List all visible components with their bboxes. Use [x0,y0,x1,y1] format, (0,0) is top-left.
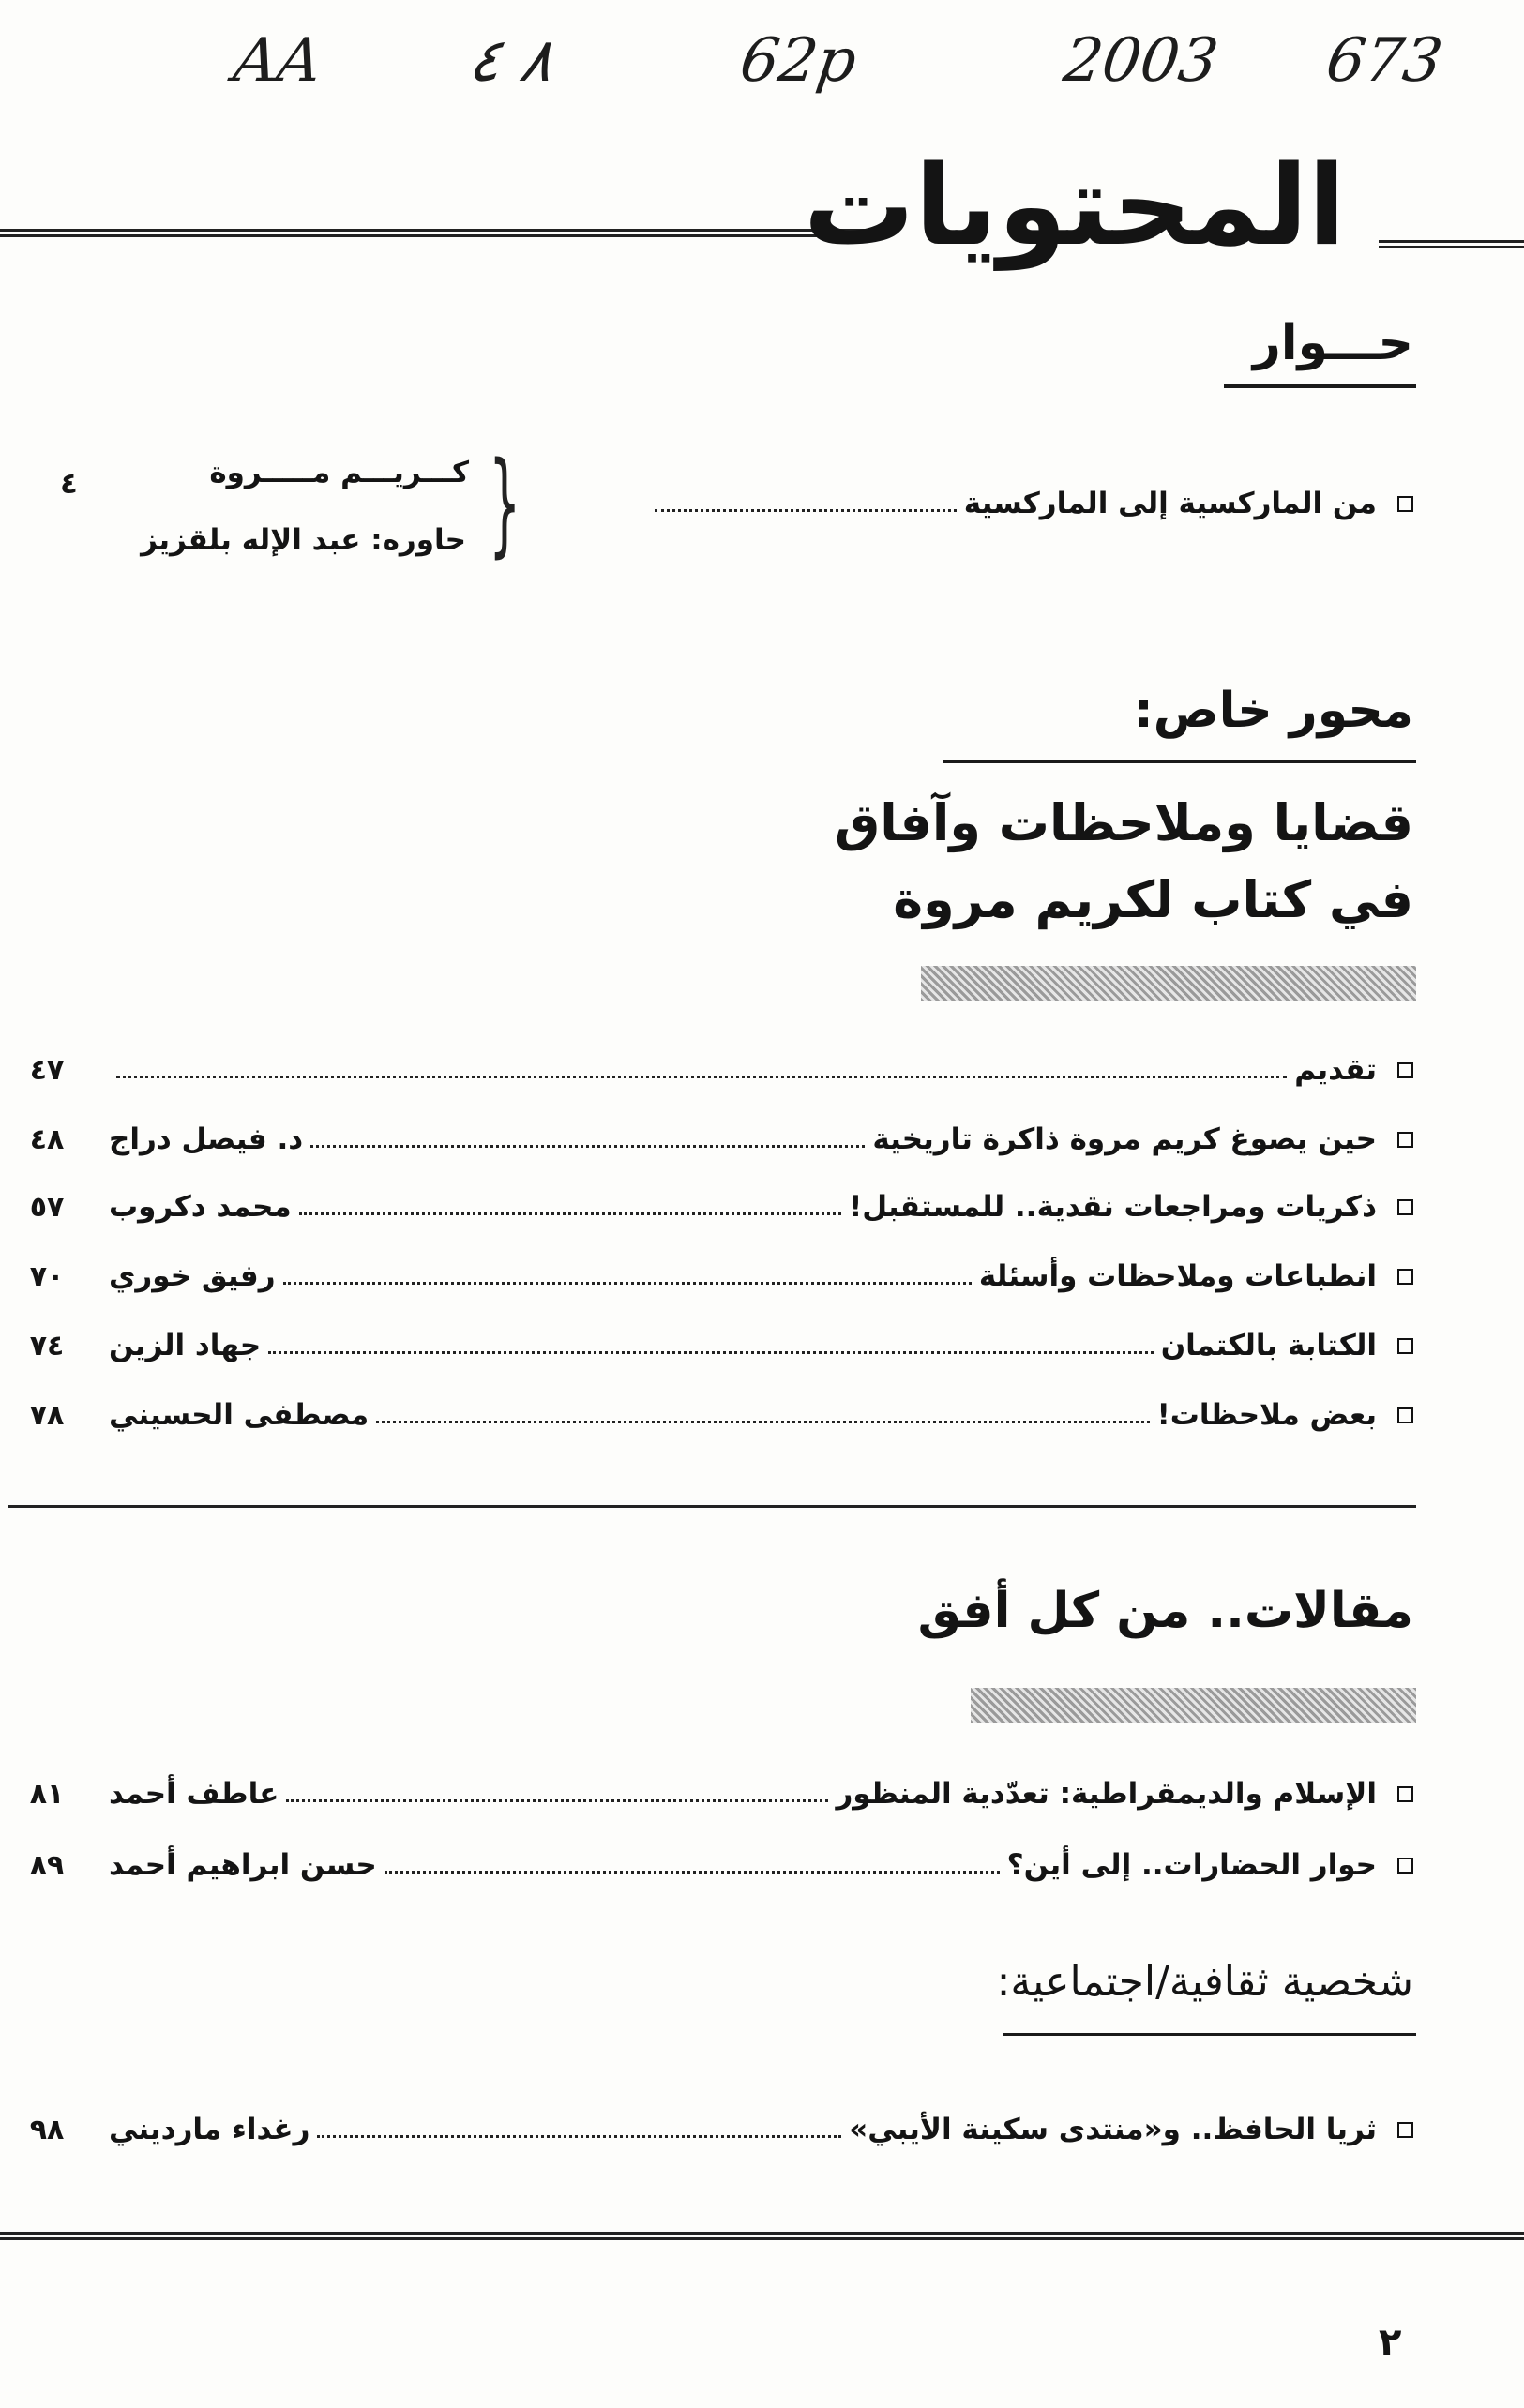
bullet-icon [1397,2122,1413,2138]
shaded-bar [921,966,1416,1001]
entry-page: ٩٨ [29,2113,65,2146]
handwritten-note: 673 [1321,26,1447,96]
entry-page: ٤٧ [29,1053,65,1087]
section-heading-special: محور خاص: [1133,683,1413,739]
entry-page: ٧٨ [29,1398,65,1432]
leader-dots [286,1799,828,1802]
entry-page: ٨٩ [29,1848,65,1882]
heading-underline [943,760,1416,763]
entry-author: حسن ابراهيم أحمد [109,1848,377,1882]
entry-page: ٥٧ [29,1190,65,1224]
section-heading-interview: حـــوار [1252,315,1413,371]
title-rule-right [1379,240,1524,248]
leader-dots [376,1421,1149,1423]
entry-page: ٤٨ [29,1122,65,1156]
entry-interviewer: حاوره: عبد الإله بلقزيز [141,523,466,557]
entry-title: انطباعات وملاحظات وأسئلة [978,1259,1377,1293]
entry-title: من الماركسية إلى الماركسية [963,487,1377,520]
entry-title: الكتابة بالكتمان [1160,1329,1377,1362]
bullet-icon [1397,496,1413,512]
entry-title: بعض ملاحظات! [1156,1398,1377,1432]
handwritten-note: AA [229,26,326,96]
leader-dots [268,1351,1153,1354]
leader-dots [655,509,957,512]
heading-underline [1003,2033,1416,2036]
leader-dots [317,2135,841,2138]
toc-entry[interactable] [0,1392,1413,1438]
bullet-icon [1397,1062,1413,1078]
toc-entry[interactable] [0,2106,1413,2153]
bottom-rule [0,2232,1524,2240]
toc-entry-interview[interactable] [647,480,1413,527]
page-title: المحتويات [803,141,1346,270]
toc-entry[interactable] [0,1322,1413,1369]
handwritten-note: 62p [735,26,861,96]
heading-underline [1224,384,1416,388]
entry-title: حين يصوغ كريم مروة ذاكرة تاريخية [872,1122,1377,1156]
entry-author: رغداء مارديني [109,2113,310,2146]
entry-author: كـــريـــم مـــــروة [209,456,469,489]
entry-page: ٨١ [29,1777,65,1811]
toc-entry[interactable] [0,1116,1413,1163]
toc-entry[interactable] [0,1046,1413,1093]
entry-title: تقديم [1294,1053,1377,1087]
bullet-icon [1397,1338,1413,1354]
toc-entry[interactable] [0,1770,1413,1817]
section-heading-personality: شخصية ثقافية/اجتماعية: [996,1958,1413,2006]
title-rule-left [0,229,882,237]
entry-title: ذكريات ومراجعات نقدية.. للمستقبل! [849,1190,1377,1224]
entry-author: محمد دكروب [109,1190,292,1224]
leader-dots [299,1212,841,1215]
handwritten-note: 2003 [1059,26,1223,96]
entry-page: ٤ [60,467,78,501]
entry-page: ٧٤ [29,1329,65,1362]
entry-page: ٧٠ [29,1259,65,1293]
entry-title: ثريا الحافظ.. و«منتدى سكينة الأيبي» [849,2113,1377,2146]
leader-dots [283,1282,972,1285]
handwritten-note: ٨ ٤ [463,26,558,96]
special-subtitle-line1: قضايا وملاحظات وآفاق [834,793,1413,852]
toc-entry[interactable] [0,1842,1413,1889]
section-heading-articles: مقالات.. من كل أفق [917,1583,1413,1639]
entry-author: مصطفى الحسيني [109,1398,370,1432]
entry-title: حوار الحضارات.. إلى أين؟ [1006,1848,1377,1882]
bullet-icon [1397,1132,1413,1148]
brace: } [488,439,521,569]
entry-author: رفيق خوري [109,1259,276,1293]
page-number: ٢ [1379,2321,1402,2364]
special-subtitle-line2: في كتاب لكريم مروة [893,870,1413,929]
leader-dots [116,1076,1287,1078]
shaded-bar [971,1688,1416,1723]
entry-author: د. فيصل دراج [109,1122,304,1156]
entry-author: عاطف أحمد [109,1777,279,1811]
bullet-icon [1397,1858,1413,1874]
entry-author: جهاد الزين [109,1329,262,1362]
bullet-icon [1397,1407,1413,1423]
bullet-icon [1397,1269,1413,1285]
bullet-icon [1397,1199,1413,1215]
toc-entry[interactable] [0,1183,1413,1230]
toc-entry[interactable] [0,1253,1413,1300]
entry-title: الإسلام والديمقراطية: تعدّدية المنظور [836,1777,1377,1811]
bullet-icon [1397,1786,1413,1802]
leader-dots [385,1871,1000,1874]
leader-dots [310,1145,865,1148]
section-divider [8,1505,1416,1508]
